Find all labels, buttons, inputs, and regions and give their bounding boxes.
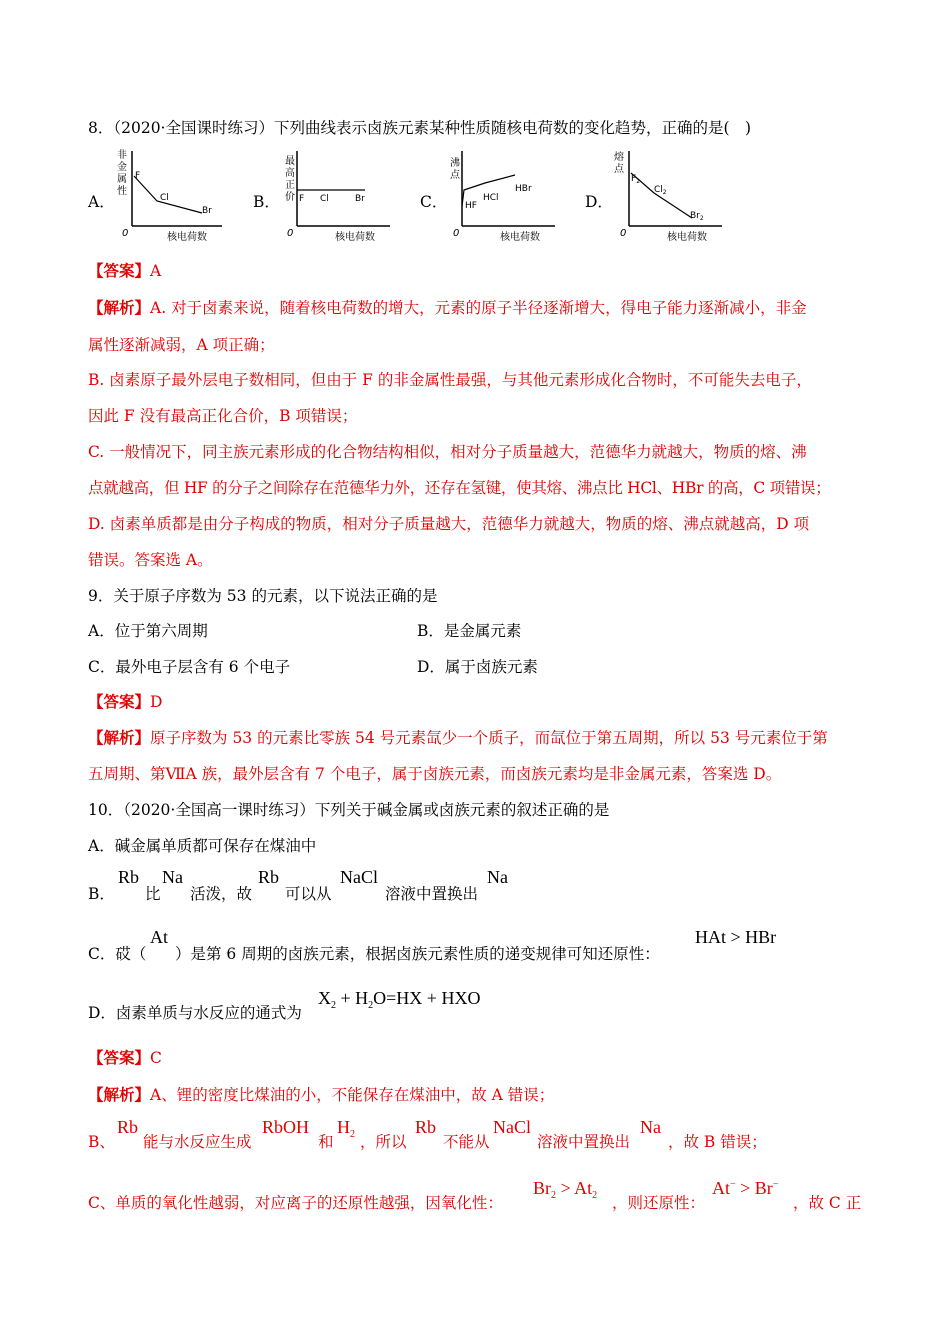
graph-a-point-f: F bbox=[135, 171, 141, 181]
q10-analysis-b-label: B、 bbox=[88, 1133, 115, 1151]
q10-stem: 10．（2020·全国高一课时练习）下列关于碱金属或卤族元素的叙述正确的是 bbox=[88, 801, 610, 819]
q8-graph-c bbox=[445, 146, 565, 246]
q9-answer bbox=[88, 691, 162, 713]
graph-b-point-f: F bbox=[299, 194, 305, 204]
q8-answer-tag: 【答案】 bbox=[88, 261, 151, 280]
q8-answer bbox=[88, 260, 161, 282]
q10-analysis-b-text-1: 能与水反应生成 bbox=[143, 1133, 252, 1151]
q10-b-text-4: 溶液中置换出 bbox=[385, 885, 479, 903]
q8-analysis-line-4: 因此 F 没有最高正化合价，B 项错误； bbox=[88, 407, 358, 425]
graph-c-ylabel-1: 沸 bbox=[450, 158, 460, 169]
q10-analysis-c-gt-1: > bbox=[556, 1178, 575, 1198]
q8-graph-d bbox=[612, 146, 732, 246]
graph-d-origin: 0 bbox=[620, 228, 627, 239]
q10-b-text-2: 活泼，故 bbox=[190, 885, 253, 903]
q9-answer-tag: 【答案】 bbox=[88, 692, 151, 711]
graph-b-ylabel-3: 正 bbox=[285, 180, 295, 191]
q10-analysis-b-h2 bbox=[337, 1117, 355, 1140]
q10-analysis-b-text-4: 不能从 bbox=[443, 1133, 490, 1151]
q10-analysis-c-at-minus: − bbox=[730, 1179, 736, 1190]
graph-b-xlabel: 核电荷数 bbox=[335, 232, 375, 243]
q10-analysis-b-h: H bbox=[337, 1117, 350, 1137]
q10-analysis-c-gt-2: > bbox=[735, 1178, 755, 1198]
q10-analysis-b-text-3: ，所以 bbox=[360, 1133, 407, 1151]
graph-c-point-hbr: HBr bbox=[515, 184, 532, 194]
q8-option-b-label: B． bbox=[253, 193, 280, 211]
graph-d-xlabel: 核电荷数 bbox=[667, 232, 707, 243]
q10-analysis-b-rb-2: Rb bbox=[415, 1117, 437, 1137]
q10-analysis-c-oxidation bbox=[533, 1178, 597, 1201]
q10-analysis-c-br-minus: − bbox=[772, 1179, 779, 1190]
q10-analysis-c-br-ion: Br bbox=[754, 1178, 773, 1198]
q9-analysis-text-1: 原子序数为 53 的元素比零族 54 号元素氙少一个质子，而氙位于第五周期，所以 53 号元素位于第 bbox=[150, 729, 828, 747]
q9-option-b: B．是金属元素 bbox=[417, 622, 522, 640]
q10-d-rest: O=HX + HXO bbox=[373, 988, 481, 1008]
graph-b-ylabel-2: 高 bbox=[285, 168, 295, 179]
q8-stem: 8．（2020·全国课时练习）下列曲线表示卤族元素某种性质随核电荷数的变化趋势，正确的是( ) bbox=[88, 119, 752, 137]
q10-analysis-b-h-sub: 2 bbox=[350, 1129, 355, 1140]
q10-d-x-sub: 2 bbox=[331, 1000, 336, 1011]
q10-analysis-b-na: Na bbox=[640, 1117, 661, 1137]
q8-option-d-label: D． bbox=[585, 193, 613, 211]
q10-analysis-c-br: Br bbox=[533, 1178, 551, 1198]
q10-analysis-c-at-sub: 2 bbox=[592, 1190, 598, 1201]
q10-analysis-a-text: A、锂的密度比煤油的小，不能保存在煤油中，故 A 错误； bbox=[150, 1086, 555, 1104]
q10-analysis-tag: 【解析】 bbox=[88, 1085, 151, 1104]
q10-analysis-c-at: At bbox=[574, 1178, 593, 1198]
q9-option-c: C．最外电子层含有 6 个电子 bbox=[88, 658, 291, 676]
q10-analysis-b-nacl: NaCl bbox=[493, 1117, 531, 1137]
q10-analysis-c-reduction bbox=[712, 1178, 778, 1199]
q10-analysis-b-rb-1: Rb bbox=[117, 1117, 139, 1137]
q10-b-na-1: Na bbox=[162, 867, 183, 887]
graph-a-point-cl: Cl bbox=[160, 193, 169, 203]
q10-analysis-c-label: C、单质的氧化性越弱，对应离子的还原性越强，因氧化性： bbox=[88, 1194, 503, 1212]
q10-b-rb-1: Rb bbox=[118, 867, 140, 887]
q8-analysis-tag: 【解析】 bbox=[88, 298, 151, 317]
graph-d-point-cl2: $Cl_2$ bbox=[654, 185, 667, 196]
graph-c-point-hf: HF bbox=[465, 201, 477, 211]
q10-option-d-label: D．卤素单质与水反应的通式为 bbox=[88, 1004, 302, 1022]
graph-b-point-cl: Cl bbox=[320, 194, 329, 204]
q8-option-a-label: A． bbox=[88, 193, 115, 211]
q9-analysis-line-2: 五周期、第ⅦA 族，最外层含有 7 个电子，属于卤族元素，而卤族元素均是非金属元素，答案选 D。 bbox=[88, 765, 782, 783]
q8-graph-a bbox=[112, 146, 232, 246]
graph-b-origin: 0 bbox=[287, 228, 294, 239]
q10-analysis-b-text-5: 溶液中置换出 bbox=[537, 1133, 631, 1151]
graph-b-point-br: Br bbox=[355, 194, 365, 204]
q8-analysis-line-1 bbox=[88, 297, 807, 319]
q10-c-at: At bbox=[150, 927, 168, 947]
q10-b-nacl: NaCl bbox=[340, 867, 378, 887]
q8-analysis-line-6: 点就越高，但 HF 的分子之间除存在范德华力外，还存在氢键，使其熔、沸点比 HCl、HBr 的高，C 项错误； bbox=[88, 479, 831, 497]
q10-analysis-a bbox=[88, 1084, 554, 1106]
q8-option-c-label: C． bbox=[420, 193, 448, 211]
q9-stem: 9．关于原子序数为 53 的元素，以下说法正确的是 bbox=[88, 587, 438, 605]
graph-d-curve bbox=[631, 173, 692, 218]
q10-analysis-c-text-2: ，故 C 正 bbox=[793, 1194, 862, 1212]
graph-a-origin: 0 bbox=[122, 228, 129, 239]
graph-c-origin: 0 bbox=[453, 228, 460, 239]
q8-analysis-line-7: D. 卤素单质都是由分子构成的物质，相对分子质量越大，范德华力就越大，物质的熔、沸点就越高，D 项 bbox=[88, 515, 810, 533]
graph-a-point-br: Br bbox=[202, 206, 212, 216]
q10-analysis-b-text-6: ，故 B 错误； bbox=[668, 1133, 767, 1151]
q10-c-text: ）是第 6 周期的卤族元素，根据卤族元素性质的递变规律可知还原性： bbox=[175, 945, 660, 963]
q9-answer-value: D bbox=[150, 693, 163, 711]
q10-c-relation: HAt > HBr bbox=[695, 927, 777, 947]
graph-b-ylabel-1: 最 bbox=[285, 156, 295, 167]
graph-a-ylabel-2: 金 bbox=[117, 162, 127, 173]
q9-analysis-line-1 bbox=[88, 727, 828, 749]
q10-analysis-c-at-ion: At bbox=[712, 1178, 730, 1198]
q9-option-a: A．位于第六周期 bbox=[88, 622, 208, 640]
q10-option-a: A．碱金属单质都可保存在煤油中 bbox=[88, 837, 317, 855]
q8-graph-b bbox=[280, 146, 400, 246]
q10-d-h-sub: 2 bbox=[368, 1000, 374, 1011]
graph-d-point-br2: $Br_2$ bbox=[690, 211, 704, 222]
q10-answer bbox=[88, 1047, 162, 1069]
q10-b-na-2: Na bbox=[487, 867, 508, 887]
graph-a-ylabel-3: 属 bbox=[117, 174, 127, 185]
q8-answer-value: A bbox=[150, 262, 162, 280]
q10-analysis-c-text-1: ，则还原性： bbox=[612, 1194, 706, 1212]
q10-answer-value: C bbox=[150, 1049, 162, 1067]
q10-option-c-label: C．砹（ bbox=[88, 945, 147, 963]
q10-b-text-3: 可以从 bbox=[285, 885, 332, 903]
graph-d-ylabel-1: 熔 bbox=[614, 152, 624, 163]
q8-analysis-line-3: B. 卤素原子最外层电子数相同，但由于 F 的非金属性最强，与其他元素形成化合物时，不可能失去电子， bbox=[88, 371, 812, 389]
graph-a-ylabel-1: 非 bbox=[117, 150, 127, 161]
q8-analysis-line-8: 错误。答案选 A。 bbox=[88, 551, 213, 569]
graph-d-ylabel-2: 点 bbox=[614, 164, 624, 175]
graph-c-ylabel-2: 点 bbox=[450, 170, 460, 181]
q9-analysis-tag: 【解析】 bbox=[88, 728, 151, 747]
q10-d-x: X bbox=[318, 988, 331, 1008]
q10-answer-tag: 【答案】 bbox=[88, 1048, 151, 1067]
q9-option-d: D．属于卤族元素 bbox=[417, 658, 538, 676]
q10-option-b-label: B． bbox=[88, 885, 115, 903]
q10-analysis-c-br-sub: 2 bbox=[551, 1190, 556, 1201]
q10-d-formula bbox=[318, 988, 480, 1011]
graph-a-xlabel: 核电荷数 bbox=[167, 232, 207, 243]
q8-analysis-text-1: A. 对于卤素来说，随着核电荷数的增大，元素的原子半径逐渐增大，得电子能力逐渐减小，非金 bbox=[150, 299, 807, 317]
graph-c-xlabel: 核电荷数 bbox=[500, 232, 540, 243]
graph-a-ylabel-4: 性 bbox=[117, 186, 127, 197]
graph-c-point-hcl: HCl bbox=[483, 193, 499, 203]
q8-analysis-line-2: 属性逐渐减弱，A 项正确； bbox=[88, 336, 275, 354]
graph-d-point-f2: $F_2$ bbox=[631, 174, 641, 185]
q8-analysis-line-5: C. 一般情况下，同主族元素形成的化合物结构相似，相对分子质量越大，范德华力就越大，物质的熔、沸 bbox=[88, 443, 807, 461]
q10-analysis-b-text-2: 和 bbox=[318, 1133, 334, 1151]
q10-d-h: + H bbox=[336, 988, 369, 1008]
graph-b-ylabel-4: 价 bbox=[285, 192, 295, 203]
q10-b-text-1: 比 bbox=[145, 885, 161, 903]
q10-analysis-b-rboh: RbOH bbox=[262, 1117, 310, 1137]
q10-b-rb-2: Rb bbox=[258, 867, 280, 887]
